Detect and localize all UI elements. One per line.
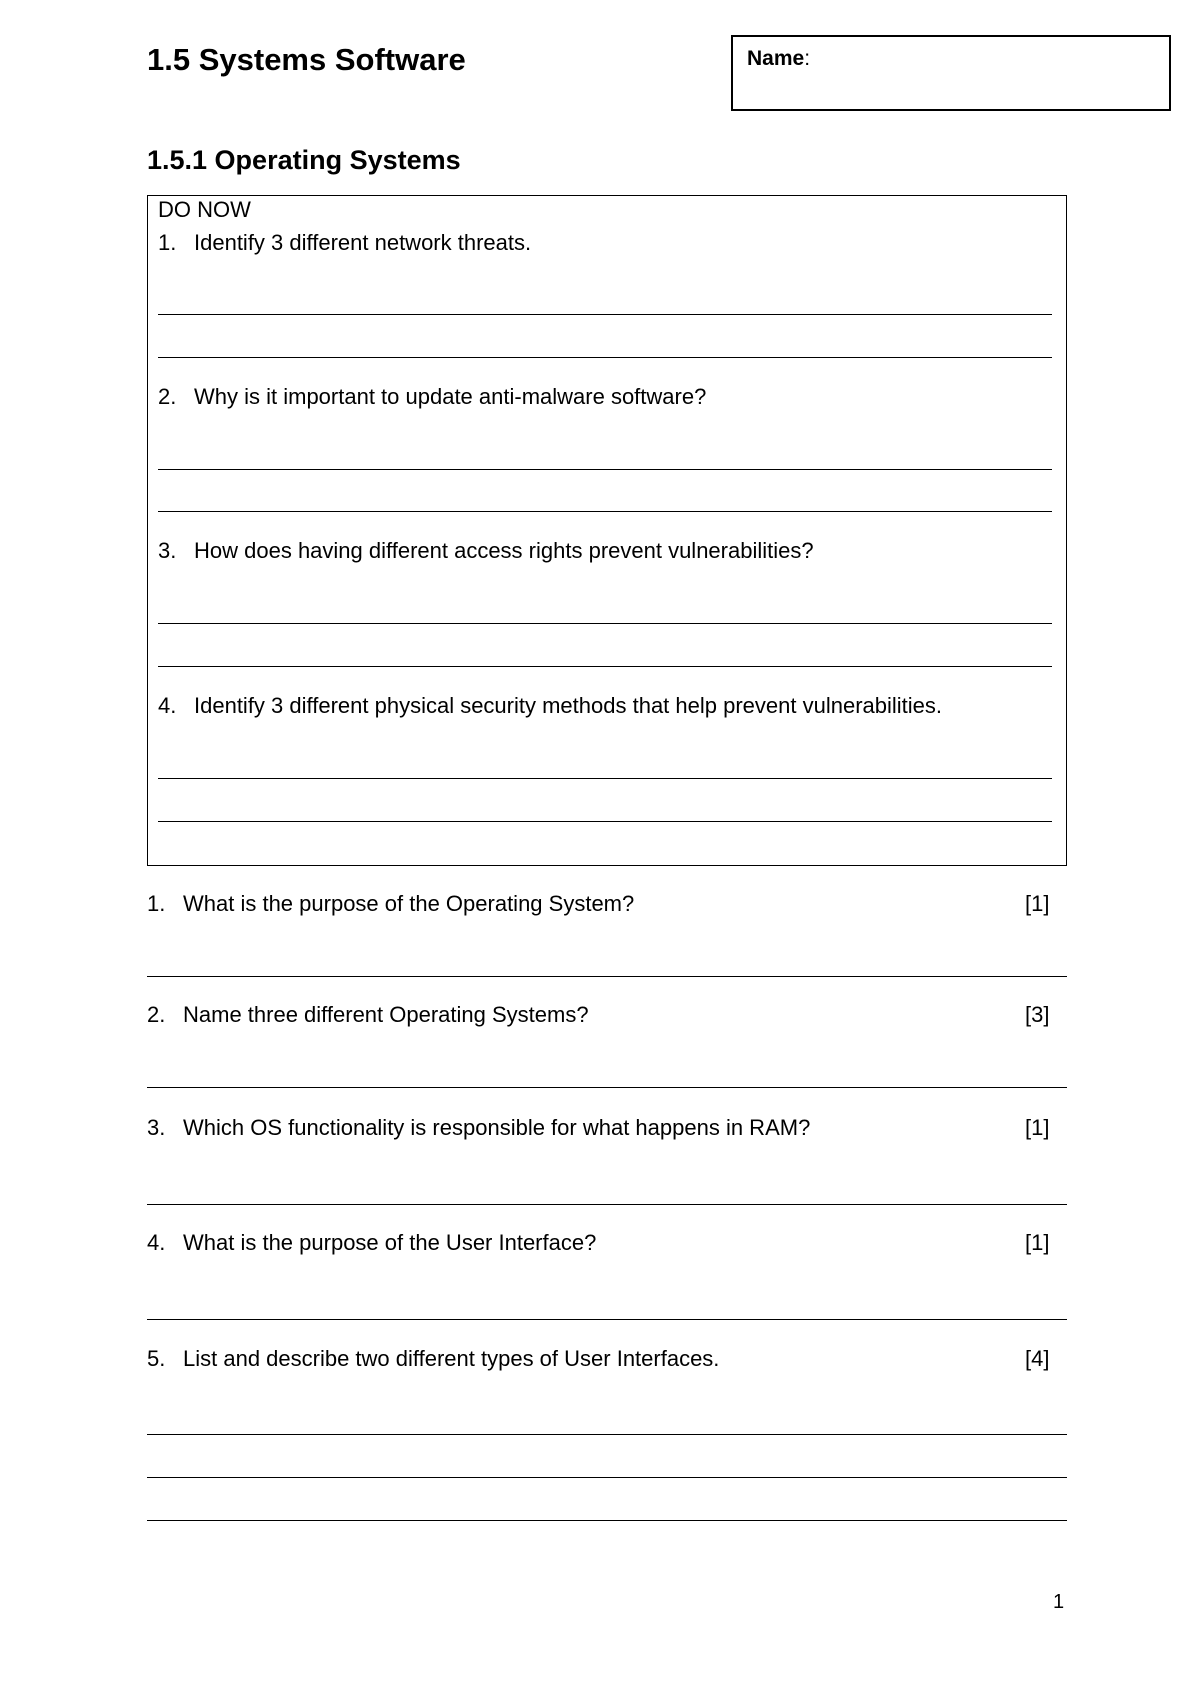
answer-line[interactable]: [147, 976, 1067, 977]
question-4-marks: [1]: [1025, 1230, 1050, 1255]
answer-line[interactable]: [147, 1477, 1067, 1478]
question-2-marks: [3]: [1025, 1002, 1050, 1027]
do-now-question-2: 2. Why is it important to update anti-malware software?: [158, 384, 707, 409]
page-number: 1: [1053, 1591, 1065, 1613]
page-title: 1.5 Systems Software: [147, 42, 466, 77]
answer-line[interactable]: [147, 1087, 1067, 1088]
name-label: Name:: [747, 47, 811, 70]
do-now-title: DO NOW: [158, 197, 251, 222]
answer-line[interactable]: [158, 469, 1052, 470]
section-title: 1.5.1 Operating Systems: [147, 145, 461, 175]
question-3: 3. Which OS functionality is responsible for what happens in RAM?: [147, 1115, 811, 1140]
question-5-marks: [4]: [1025, 1346, 1050, 1371]
answer-line[interactable]: [158, 357, 1052, 358]
question-1: 1. What is the purpose of the Operating System?: [147, 891, 635, 916]
answer-line[interactable]: [147, 1520, 1067, 1521]
name-box[interactable]: [731, 35, 1171, 111]
answer-line[interactable]: [158, 623, 1052, 624]
do-now-question-4: 4. Identify 3 different physical security methods that help prevent vulnerabilities.: [158, 693, 942, 718]
question-3-marks: [1]: [1025, 1115, 1050, 1140]
question-5: 5. List and describe two different types of User Interfaces.: [147, 1346, 720, 1371]
answer-line[interactable]: [158, 666, 1052, 667]
do-now-question-3: 3. How does having different access rights prevent vulnerabilities?: [158, 538, 814, 563]
answer-line[interactable]: [158, 511, 1052, 512]
question-4: 4. What is the purpose of the User Interface?: [147, 1230, 597, 1255]
answer-line[interactable]: [158, 778, 1052, 779]
do-now-question-1: 1. Identify 3 different network threats.: [158, 230, 532, 255]
answer-line[interactable]: [158, 821, 1052, 822]
answer-line[interactable]: [147, 1204, 1067, 1205]
answer-line[interactable]: [147, 1319, 1067, 1320]
question-2: 2. Name three different Operating Systems?: [147, 1002, 589, 1027]
answer-line[interactable]: [158, 314, 1052, 315]
do-now-box: [147, 195, 1067, 866]
question-1-marks: [1]: [1025, 891, 1050, 916]
answer-line[interactable]: [147, 1434, 1067, 1435]
